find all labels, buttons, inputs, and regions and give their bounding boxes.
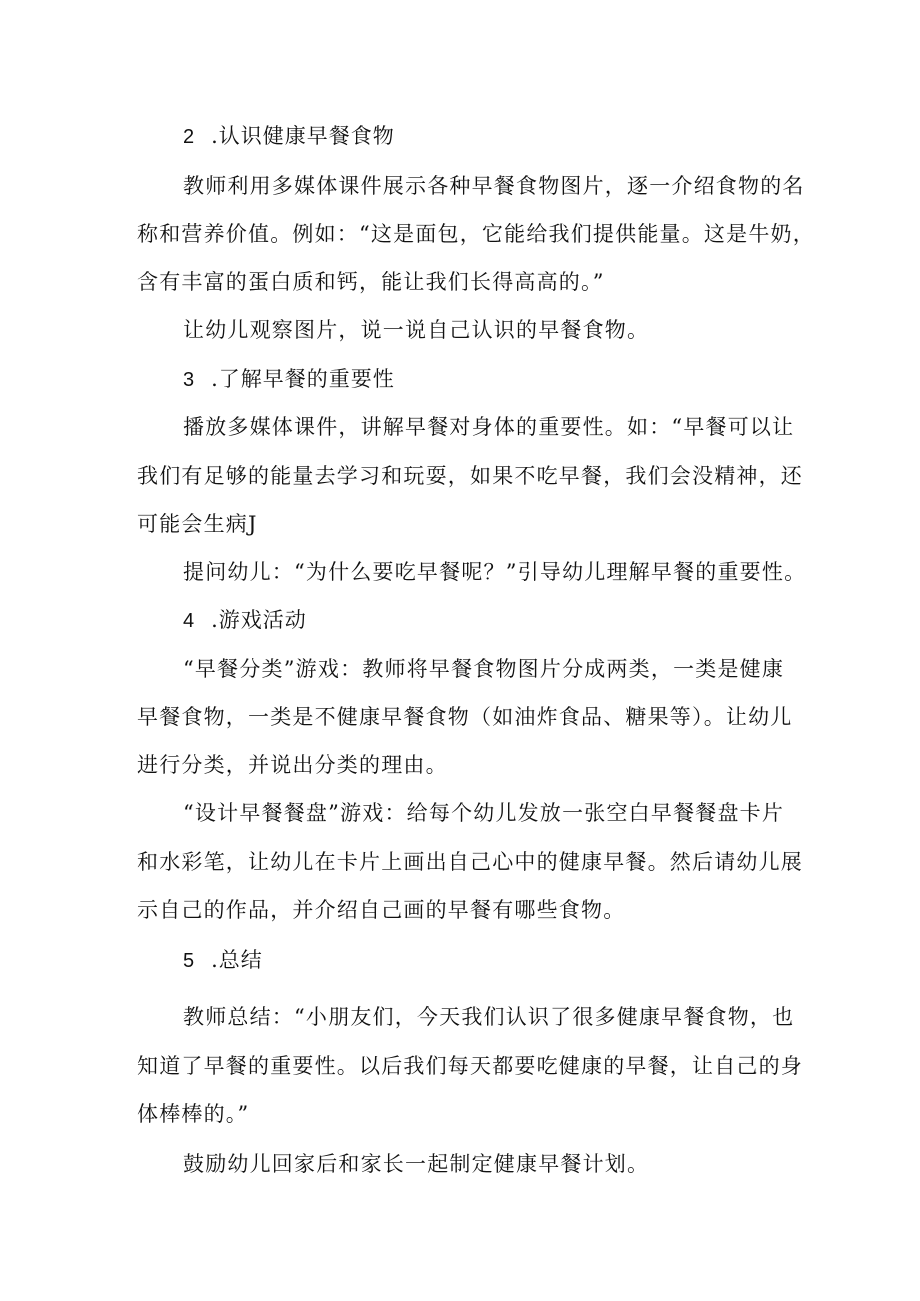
paragraph-line: 可能会生病J (137, 512, 258, 536)
section-title: .游戏活动 (211, 608, 307, 632)
paragraph-line: “早餐分类”游戏：教师将早餐食物图片分成两类，一类是健康 (183, 657, 785, 681)
section-heading-4 (183, 606, 307, 635)
paragraph-line: 称和营养价值。例如：“这是面包，它能给我们提供能量。这是牛奶， (137, 222, 815, 246)
paragraph-line: 让幼儿观察图片，说一说自己认识的早餐食物。 (183, 318, 650, 342)
paragraph-line: 我们有足够的能量去学习和玩耍，如果不吃早餐，我们会没精神，还 (137, 464, 803, 488)
section-heading-3 (183, 365, 395, 394)
paragraph-line: 知道了早餐的重要性。以后我们每天都要吃健康的早餐，让自己的身 (137, 1054, 803, 1078)
paragraph-line: 提问幼儿：“为什么要吃早餐呢？”引导幼儿理解早餐的重要性。 (183, 560, 807, 584)
paragraph-line: 鼓励幼儿回家后和家长一起制定健康早餐计划。 (183, 1152, 650, 1176)
section-title: .了解早餐的重要性 (211, 367, 395, 391)
section-title: .总结 (211, 948, 263, 972)
section-number: 5 (183, 950, 196, 972)
paragraph-line: 示自己的作品，并介绍自己画的早餐有哪些食物。 (137, 898, 626, 922)
paragraph-line: 进行分类，并说出分类的理由。 (137, 753, 448, 777)
section-number: 3 (183, 369, 196, 391)
paragraph-line: 早餐食物，一类是不健康早餐食物（如油炸食品、糖果等）。让幼儿 (137, 705, 793, 729)
paragraph-line: “设计早餐餐盘”游戏：给每个幼儿发放一张空白早餐餐盘卡片 (183, 801, 785, 825)
paragraph-line: 教师总结：“小朋友们，今天我们认识了很多健康早餐食物，也 (183, 1005, 795, 1029)
section-number: 2 (183, 126, 196, 148)
paragraph-line: 含有丰富的蛋白质和钙，能让我们长得高高的。” (137, 270, 605, 294)
paragraph-line: 体棒棒的。” (137, 1102, 250, 1126)
section-title: .认识健康早餐食物 (211, 124, 395, 148)
section-number: 4 (183, 610, 196, 632)
section-heading-5 (183, 946, 263, 975)
paragraph-line: 播放多媒体课件，讲解早餐对身体的重要性。如：“早餐可以让 (183, 415, 795, 439)
paragraph-line: 教师利用多媒体课件展示各种早餐食物图片，逐一介绍食物的名 (183, 174, 805, 198)
section-heading-2 (183, 122, 395, 151)
paragraph-line: 和水彩笔，让幼儿在卡片上画出自己心中的健康早餐。然后请幼儿展 (137, 850, 803, 874)
